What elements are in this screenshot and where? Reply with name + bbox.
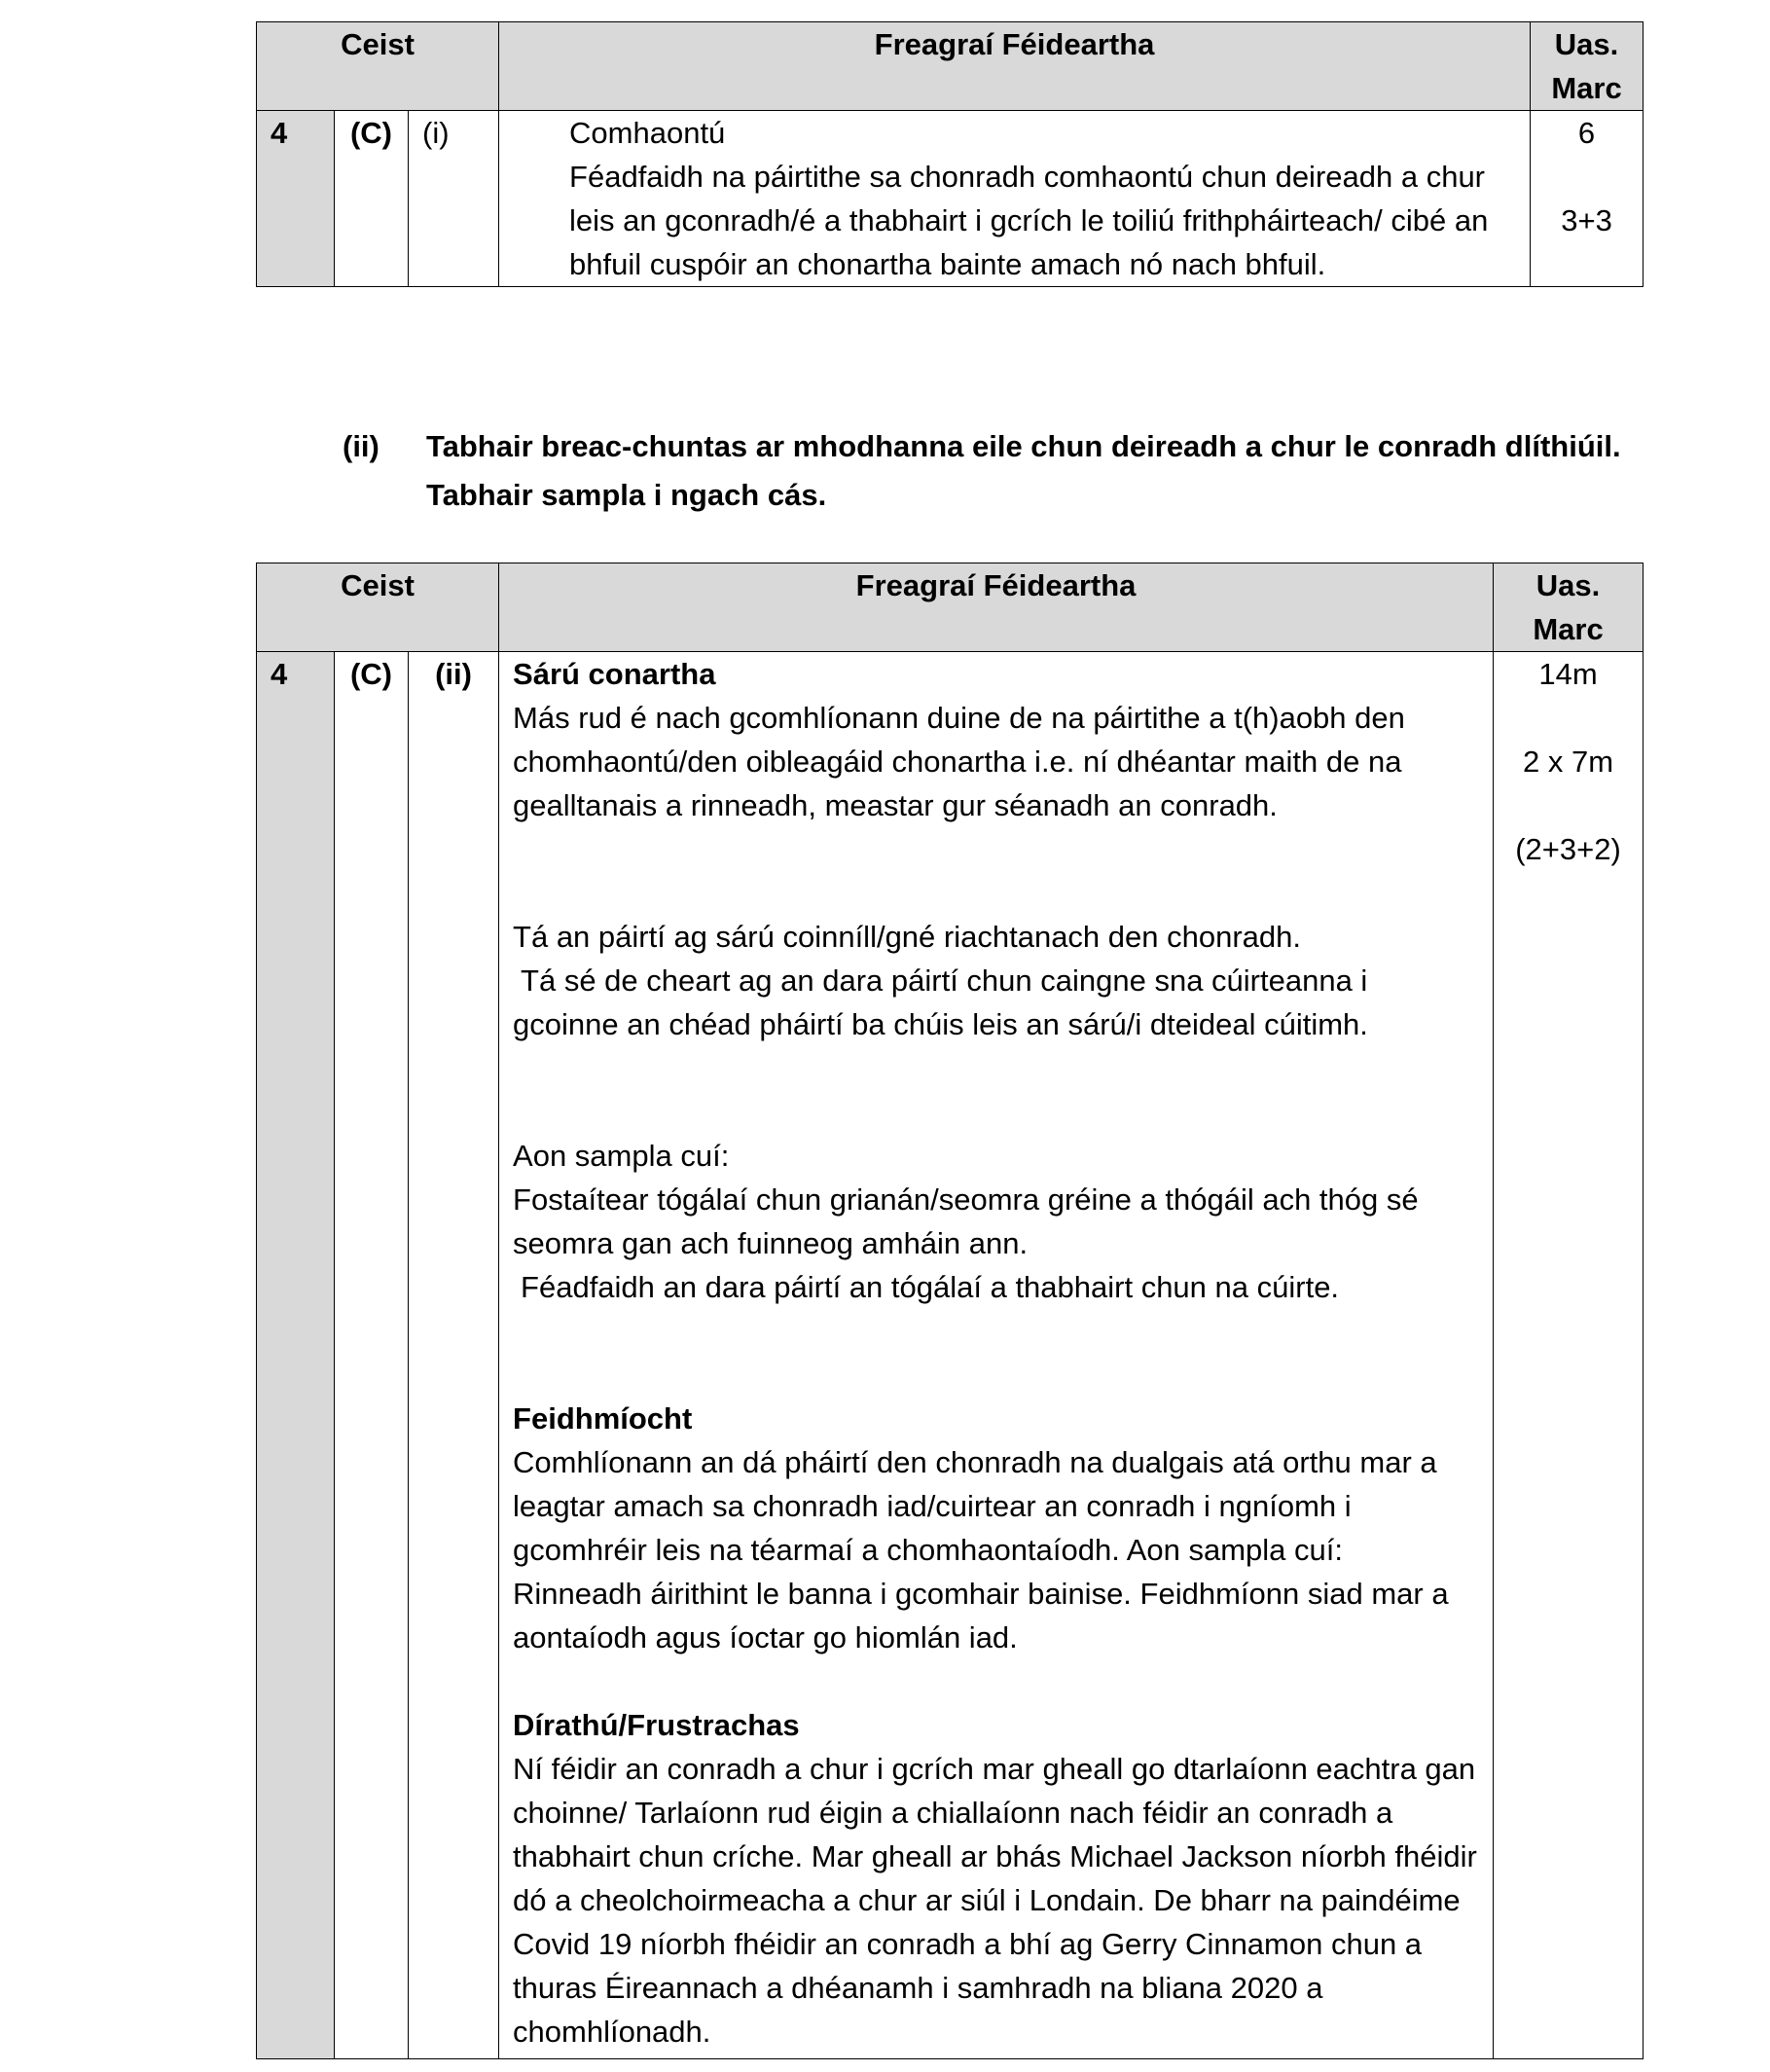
header-ceist: Ceist (257, 22, 499, 111)
header-ceist: Ceist (257, 563, 499, 652)
subquestion-line-2: Tabhair sampla i ngach cás. (426, 478, 827, 512)
answer-body: Féadfaidh na páirtithe sa chonradh comhaontú chun deireadh a chur leis an gconradh/é a thabhairt i gcrích le toiliú frithpháirteach/ cibé an bhfuil cuspóir an chonartha bainte amach nó nach bhfuil. (569, 160, 1489, 281)
marks-cell (1531, 111, 1644, 287)
saru-paragraph-2b: Tá sé de cheart ag an dara páirtí chun caingne sna cúirteanna i gcoinne an chéad pháirtí ba chúis leis an sárú/i dteideal cúitimh. (513, 963, 1368, 1041)
mark-total: 14m (1538, 657, 1598, 691)
section-heading-saru: Sárú conartha (513, 657, 716, 691)
table-row (257, 652, 1644, 2059)
marking-table-2 (256, 563, 1644, 2059)
saru-paragraph-3c: Féadfaidh an dara páirtí an tógálaí a thabhairt chun na cúirte. (521, 1270, 1340, 1304)
mark-split: 2 x 7m (1523, 745, 1614, 779)
table-header-row (257, 563, 1644, 652)
header-freagrai: Freagraí Féideartha (499, 22, 1531, 111)
mark-total: 6 (1577, 116, 1596, 150)
answer-heading: Comhaontú (569, 116, 726, 150)
saru-paragraph-3b: Fostaítear tógálaí chun grianán/seomra gréine a thógáil ach thóg sé seomra gan ach fuinneog amháin ann. (513, 1182, 1419, 1260)
saru-paragraph-1: Más rud é nach gcomhlíonann duine de na páirtithe a t(h)aobh den chomhaontú/den oibleagáid chonartha i.e. ní dhéantar maith de na gealltanais a rinneadh, meastar gur séanadh an conradh. (513, 701, 1405, 822)
answer-cell (499, 652, 1494, 2059)
header-freagrai: Freagraí Féideartha (499, 563, 1494, 652)
subquestion-line-1: Tabhair breac-chuntas ar mhodhanna eile chun deireadh a chur le conradh dlíthiúil. (426, 429, 1621, 463)
answer-cell (499, 111, 1531, 287)
question-part: (C) (335, 652, 409, 2059)
marking-table-1 (256, 21, 1644, 287)
header-marc: Marc (1551, 71, 1622, 105)
marks-cell (1494, 652, 1644, 2059)
mark-split: 3+3 (1561, 203, 1612, 237)
subquestion-label: (ii) (343, 429, 379, 463)
header-uas-marc (1494, 563, 1644, 652)
question-subpart: (i) (409, 111, 499, 287)
dirathu-paragraph: Ní féidir an conradh a chur i gcrích mar gheall go dtarlaíonn eachtra gan choinne/ Tarlaíonn rud éigin a chiallaíonn nach féidir an conradh a thabhairt chun críche. Mar gheall ar bhás Michael Jackson níorbh fhéidir dó a cheolchoirmeacha a chur ar siúl i Londain. De bharr na paindéime Covid 19 níorbh fhéidir an conradh a bhí ag Gerry Cinnamon chun a thuras Éireannach a dhéanamh i samhradh na bliana 2020 a chomhlíonadh. (513, 1752, 1477, 2049)
header-marc: Marc (1533, 612, 1604, 646)
table-header-row (257, 22, 1644, 111)
saru-paragraph-3a: Aon sampla cuí: (513, 1139, 730, 1173)
saru-paragraph-2a: Tá an páirtí ag sárú coinníll/gné riachtanach den chonradh. (513, 920, 1301, 954)
question-subpart: (ii) (409, 652, 499, 2059)
section-heading-feidhmiocht: Feidhmíocht (513, 1401, 693, 1436)
mark-breakdown: (2+3+2) (1515, 832, 1621, 866)
feidhmiocht-paragraph: Comhlíonann an dá pháirtí den chonradh na dualgais atá orthu mar a leagtar amach sa chonradh iad/cuirtear an conradh i ngníomh i gcomhréir leis na téarmaí a chomhaontaíodh. Aon sampla cuí: Rinneadh áirithint le banna i gcomhair bainise. Feidhmíonn siad mar a aontaíodh agus íoctar go hiomlán iad. (513, 1445, 1449, 1654)
table-row (257, 111, 1644, 287)
subquestion-text (426, 422, 1770, 520)
question-part: (C) (335, 111, 409, 287)
header-uas: Uas. (1554, 27, 1619, 61)
question-number: 4 (257, 652, 335, 2059)
header-uas: Uas. (1535, 568, 1601, 602)
header-uas-marc (1531, 22, 1644, 111)
question-number: 4 (257, 111, 335, 287)
section-heading-dirathu: Dírathú/Frustrachas (513, 1708, 800, 1742)
